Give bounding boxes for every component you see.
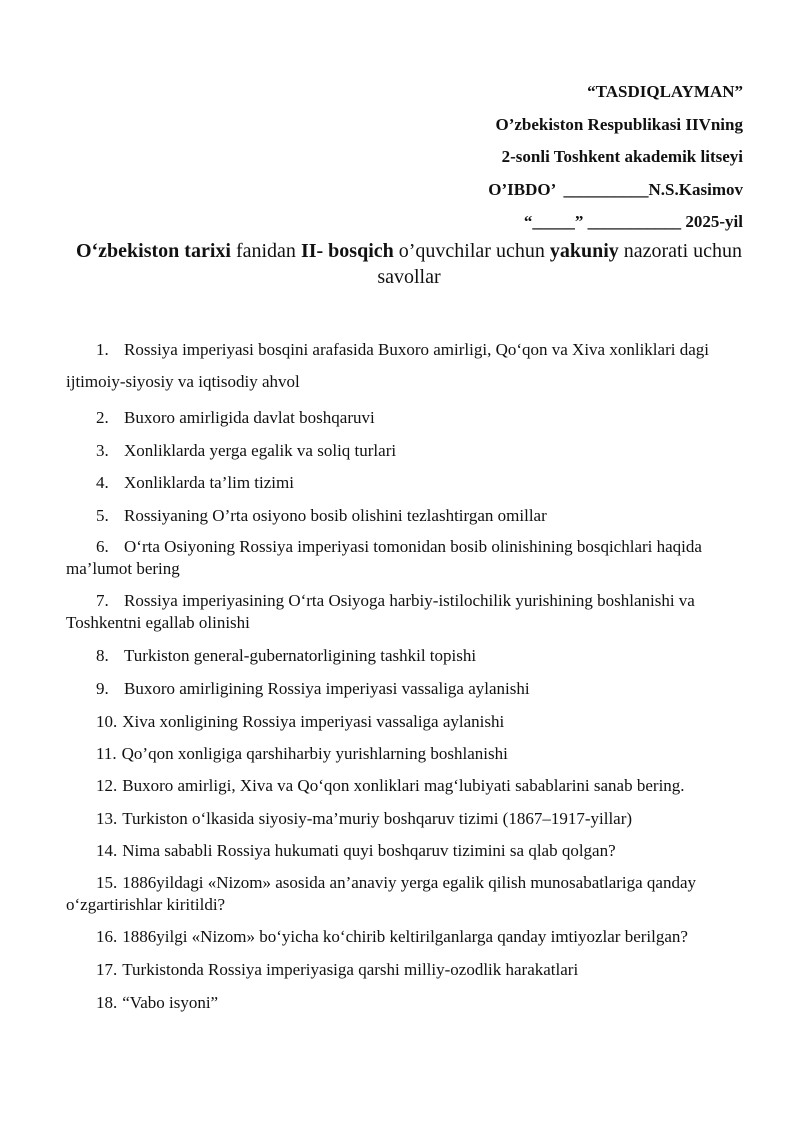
question-item xyxy=(66,536,756,580)
question-item xyxy=(66,807,756,831)
question-number: 7. xyxy=(96,591,109,611)
question-number: 6. xyxy=(96,537,109,557)
question-text: Xiva xonligining Rossiya imperiyasi vassaliga aylanishi xyxy=(122,711,505,731)
title-text-1: fanidan xyxy=(230,240,301,262)
question-text: Rossiya imperiyasining O‘rta Osiyoga harbiy-istilochilik yurishining boshlanishi va Toshkentni egallab olinishi xyxy=(66,591,695,633)
title-kind: yakuniy xyxy=(549,240,619,262)
question-text: Turkiston o‘lkasida siyosiy-ma’muriy boshqaruv tizimi (1867–1917-yillar) xyxy=(122,808,633,828)
question-number: 5. xyxy=(96,505,109,525)
question-text: O‘rta Osiyoning Rossiya imperiyasi tomonidan bosib olinishining bosqichlari haqida ma’lumot bering xyxy=(66,537,702,579)
question-item xyxy=(66,504,756,528)
question-number: 12. xyxy=(96,775,118,795)
question-text: Rossiya imperiyasi bosqini arafasida Buxoro amirligi, Qo‘qon va Xiva xonliklari dagi ijtimoiy-siyosiy va iqtisodiy ahvol xyxy=(66,340,709,391)
question-text: Xonliklarda ta’lim tizimi xyxy=(124,473,294,493)
title-stage: II- bosqich xyxy=(300,240,394,262)
question-item xyxy=(66,710,756,734)
document-title xyxy=(62,238,756,290)
question-text: Buxoro amirligi, Xiva va Qo‘qon xonliklari mag‘lubiyati sabablarini sanab bering. xyxy=(122,775,685,795)
question-item xyxy=(66,677,756,701)
question-item xyxy=(66,471,756,495)
approval-date-line: “_____” ___________ 2025-yil xyxy=(523,212,743,231)
approval-lyceum: 2-sonli Toshkent akademik litseyi xyxy=(501,147,743,166)
question-item xyxy=(66,406,756,430)
question-text: Nima sababli Rossiya hukumati quyi boshqaruv tizimini sa qlab qolgan? xyxy=(122,841,616,861)
question-item xyxy=(66,644,756,668)
question-item xyxy=(66,958,756,982)
question-number: 4. xyxy=(96,473,109,493)
question-text: Buxoro amirligining Rossiya imperiyasi vassaliga aylanishi xyxy=(124,678,530,698)
question-number: 17. xyxy=(96,959,118,979)
question-number: 15. xyxy=(96,872,118,892)
question-number: 14. xyxy=(96,841,118,861)
question-number: 3. xyxy=(96,440,109,460)
question-item xyxy=(66,926,756,948)
question-item xyxy=(66,742,756,766)
question-number: 16. xyxy=(96,926,118,946)
title-text-2: o’quvchilar uchun xyxy=(393,240,550,262)
question-text: Qo’qon xonligiga qarshiharbiy yurishlarning boshlanishi xyxy=(121,744,508,764)
question-text: 1886yilgi «Nizom» bo‘yicha ko‘chirib keltirilganlarga qanday imtiyozlar berilgan? xyxy=(122,926,688,946)
approval-heading: “TASDIQLAYMAN” xyxy=(587,82,743,101)
question-item xyxy=(66,991,756,1015)
title-subject: O‘zbekiston tarixi xyxy=(75,240,231,262)
question-text: Xonliklarda yerga egalik va soliq turlari xyxy=(124,440,397,460)
question-number: 8. xyxy=(96,646,109,666)
question-item xyxy=(66,872,756,916)
approval-signature-line: O’IBDO’ __________N.S.Kasimov xyxy=(488,179,743,199)
question-item xyxy=(66,590,756,634)
question-list xyxy=(66,334,756,1023)
question-text: Turkiston general-gubernatorligining tashkil topishi xyxy=(124,646,477,666)
question-number: 11. xyxy=(96,744,117,764)
question-number: 10. xyxy=(96,711,118,731)
question-number: 2. xyxy=(96,408,109,427)
approval-block xyxy=(488,76,743,239)
question-text: Rossiyaning O’rta osiyono bosib olishini tezlashtirgan omillar xyxy=(124,505,547,525)
question-text: 1886yildagi «Nizom» asosida an’anaviy yerga egalik qilish munosabatlariga qanday o‘zgartirishlar kiritildi? xyxy=(66,872,697,914)
approval-ministry: O’zbekiston Respublikasi IIVning xyxy=(495,114,743,134)
question-text: “Vabo isyoni” xyxy=(122,992,219,1012)
question-item xyxy=(66,439,756,463)
question-text: Buxoro amirligida davlat boshqaruvi xyxy=(124,408,375,427)
question-number: 18. xyxy=(96,992,118,1012)
question-number: 13. xyxy=(96,808,118,828)
question-item xyxy=(66,839,756,863)
question-text: Turkistonda Rossiya imperiyasiga qarshi milliy-ozodlik harakatlari xyxy=(122,959,579,979)
title-text-3: nazorati uchun savollar xyxy=(377,240,743,288)
question-number: 1. xyxy=(96,340,109,359)
question-item xyxy=(66,775,756,797)
question-item xyxy=(66,334,756,398)
question-number: 9. xyxy=(96,678,109,698)
